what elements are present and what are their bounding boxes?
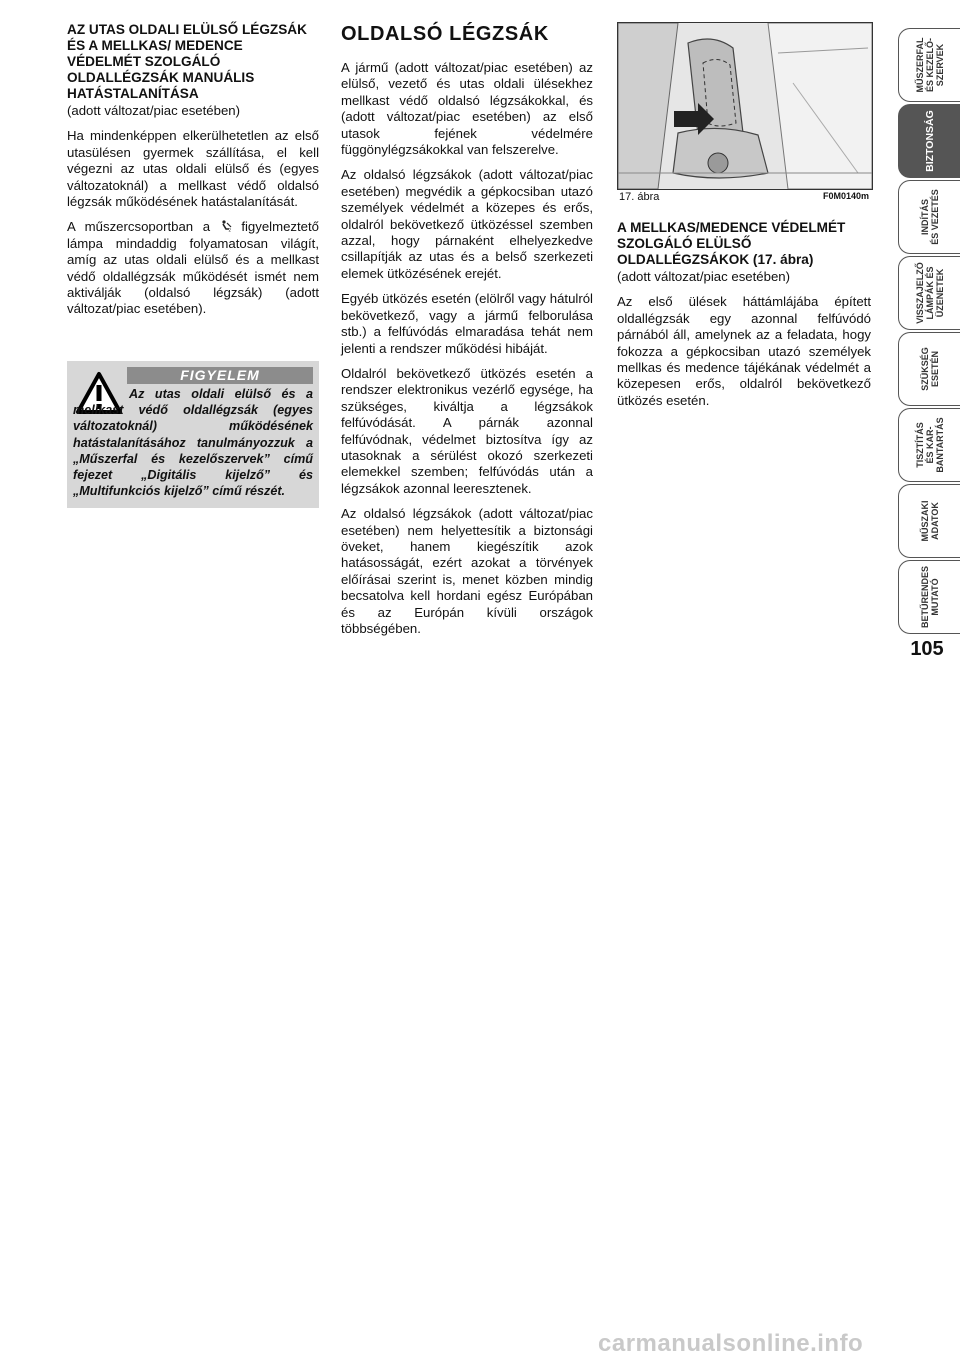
paragraph: Egyéb ütközés esetén (elölről vagy hátulról bekövetkező, vagy a jármű felborulása stb.) a felfúvódás elmaradása tehát nem jelenti a rendszer működési hibáját. bbox=[341, 291, 593, 356]
tab-label: BETŰRENDES MUTATÓ bbox=[920, 565, 940, 629]
tab-label: SZÜKSÉG ESETÉN bbox=[920, 347, 940, 391]
warning-label: FIGYELEM bbox=[127, 367, 313, 384]
tab-index[interactable] bbox=[898, 560, 960, 634]
tab-label: TISZTÍTÁS ÉS KAR- BANTARTÁS bbox=[915, 417, 945, 473]
tab-label: INDÍTÁS ÉS VEZETÉS bbox=[920, 189, 940, 245]
tab-label: VISSZAJELZŐ LÁMPÁK ÉS ÜZENETEK bbox=[915, 262, 945, 324]
tab-dashboard-controls[interactable] bbox=[898, 28, 960, 102]
svg-text:2: 2 bbox=[228, 227, 231, 233]
tab-label: BIZTONSÁG bbox=[924, 110, 936, 172]
section-heading-airbag-deactivation: AZ UTAS OLDALI ELÜLSŐ LÉGZSÁK ÉS A MELLKAS/ MEDENCE VÉDELMÉT SZOLGÁLÓ OLDALLÉGZSÁK MANUÁLIS HATÁSTALANÍTÁSA bbox=[67, 22, 307, 101]
figure-code: F0M0140m bbox=[822, 191, 869, 201]
paragraph-part: A műszercsoportban a bbox=[67, 219, 211, 235]
tab-maintenance[interactable] bbox=[898, 408, 960, 482]
tab-warning-lights[interactable] bbox=[898, 256, 960, 330]
column-middle bbox=[341, 22, 593, 646]
section-note: (adott változat/piac esetében) bbox=[67, 103, 241, 118]
paragraph: A jármű (adott változat/piac esetében) az elülső, vezető és utas oldali ülésekhez mellkast védő oldalsó légzsákokkal, és (adott változat/piac esetében) az első utasok fejének védelmére függönylégzsákokkal van felszerelve. bbox=[341, 60, 593, 158]
paragraph: Oldalról bekövetkező ütközés esetén a rendszer elektronikus vezérlő egysége, ha szükséges, kiváltja a légzsákok felfúvódását. A párnák azonnal felfúvódnak, védelmet biztosítva így az utasoknak a sérülést okozó szerkezeti elemekkel szemben; felfúvódás után a légzsákok azonnal leeresztenek. bbox=[341, 365, 593, 496]
tab-safety[interactable] bbox=[898, 104, 960, 178]
paragraph: Az oldalsó légzsákok (adott változat/piac esetében) megvédik a gépkocsiban utazó személyek védelmét a közepes és erős, oldalról bekövetkező ütközéssel szemben azzal, hogy párnaként elhelyezkedve csillapítják az utas és a belső szerkezeti elemek ütközésének erejét. bbox=[341, 167, 593, 281]
tab-technical-data[interactable] bbox=[898, 484, 960, 558]
paragraph-warning-lamp bbox=[67, 219, 319, 317]
tab-starting-driving[interactable] bbox=[898, 180, 960, 254]
column-right bbox=[617, 220, 871, 418]
figure-caption bbox=[617, 191, 871, 205]
paragraph: Ha mindenképpen elkerülhetetlen az első utasülésen gyermek szállítása, el kell végezni az utas oldali elülső és (egyes változatoknál) a mellkast védő oldalsó légzsák működésének hatástalanítását. bbox=[67, 128, 319, 210]
column-left bbox=[67, 22, 319, 327]
figure-seat-airbag bbox=[617, 22, 873, 190]
tab-label: MŰSZAKI ADATOK bbox=[920, 500, 940, 542]
figure-label: 17. ábra bbox=[619, 191, 660, 203]
section-heading-side-airbags: A MELLKAS/MEDENCE VÉDELMÉT SZOLGÁLÓ ELÜLSŐ OLDALLÉGZSÁKOK (17. ábra) bbox=[617, 220, 846, 267]
page-title: OLDALSÓ LÉGZSÁK bbox=[341, 23, 549, 45]
warning-text bbox=[73, 386, 313, 499]
tab-emergency[interactable] bbox=[898, 332, 960, 406]
paragraph-part: figyelmeztető lámpa mindaddig folyamatosan világít, amíg az utas oldali elülső és a mellkast védő oldallégzsák működését ismét nem aktiválják (oldalsó légzsák) (adott változat/piac esetében). bbox=[67, 219, 320, 317]
paragraph: Az oldalsó légzsákok (adott változat/piac esetében) nem helyettesítik a biztonsági öveket, hanem kiegészítik azok hatásosságát, ezért azokat a törvények előírásai szerint is, menet közben mindig becsatolva kell hordani egész Európában és az Európán kívüli országok többségében. bbox=[341, 506, 593, 636]
seat-illustration bbox=[618, 23, 872, 189]
page-number: 105 bbox=[910, 638, 944, 660]
warning-text-body: Az utas oldali elülső és a mellkast védő oldallégzsák (egyes változatoknál) működésének hatástalanításához tanulmányozzuk a „Műszerfal és kezelőszervek” című fejezet „Digitális kijelző” és „Multifunkciós kijelző” című részét. bbox=[73, 387, 313, 499]
warning-box bbox=[67, 361, 319, 508]
paragraph: Az első ülések háttámlájába épített oldallégzsák egy azonnal felfúvódó párnából áll, amelynek az a feladata, hogy fokozza a gépkocsiban utazó személyek mellkas és medence tájékának védelmét a közepesen erős, oldalról bekövetkező ütközés esetén. bbox=[617, 294, 871, 408]
tab-label: MŰSZERFAL ÉS KEZELŐ- SZERVEK bbox=[915, 37, 945, 93]
airbag-off-icon bbox=[220, 220, 232, 232]
section-note: (adott változat/piac esetében) bbox=[617, 269, 791, 284]
watermark: carmanualsonline.info bbox=[598, 1330, 864, 1357]
